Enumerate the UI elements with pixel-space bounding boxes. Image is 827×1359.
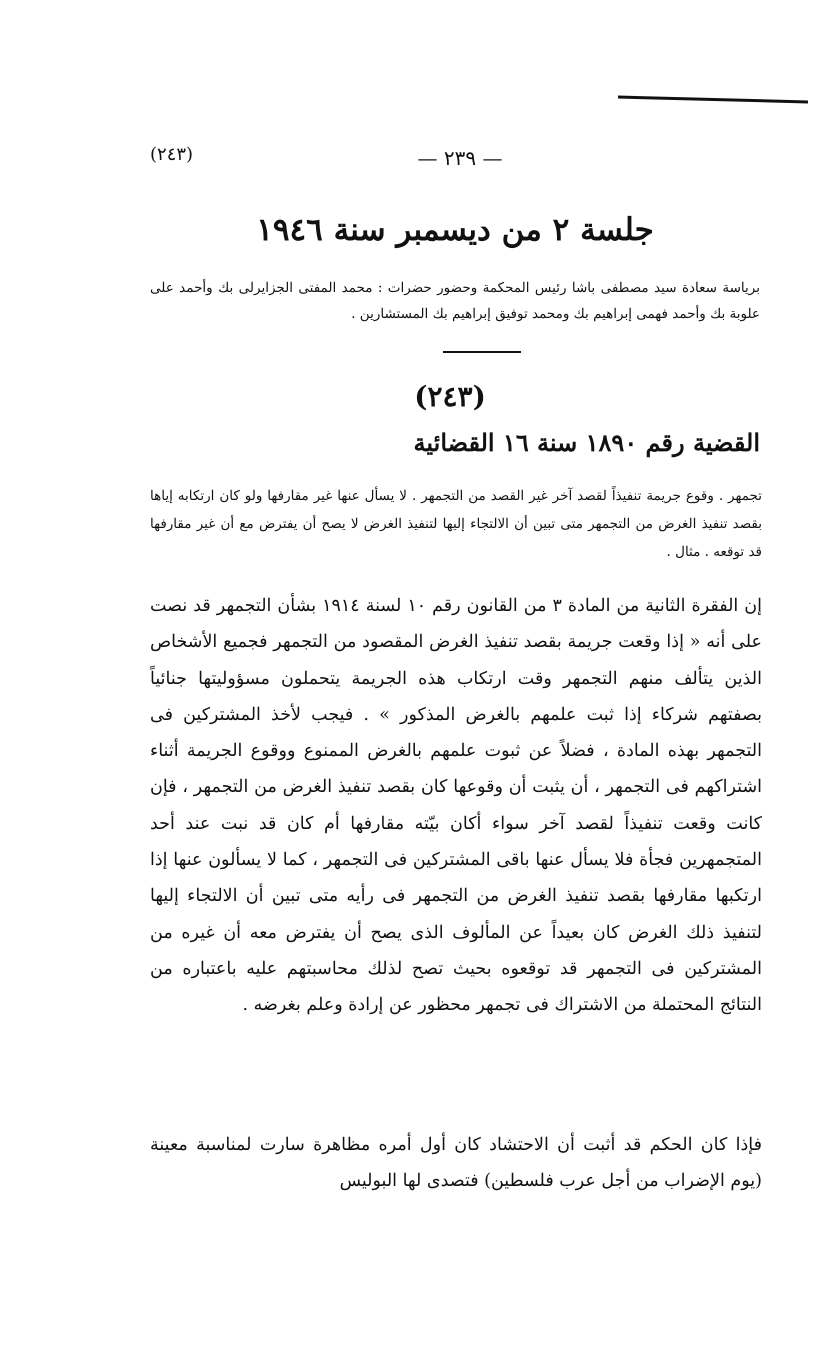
- case-number: (٢٤٣): [414, 380, 486, 413]
- body-paragraph-2: فإذا كان الحكم قد أثبت أن الاحتشاد كان أول أمره مظاهرة سارت لمناسبة معينة (يوم الإضراب من أجل عرب فلسطين) فتصدى لها البوليس: [150, 1135, 762, 1192]
- page-number: — ٢٣٩ —: [417, 146, 503, 170]
- ref-number: (٢٤٣): [150, 144, 194, 165]
- session-title: جلسة ٢ من ديسمبر سنة ١٩٤٦: [256, 212, 654, 248]
- body-paragraph-1: إن الفقرة الثانية من المادة ٣ من القانون رقم ١٠ لسنة ١٩١٤ بشأن التجمهر قد نصت على أنه « إذا وقعت جريمة بقصد تنفيذ الغرض المقصود من التجمهر فجميع الأشخاص الذين يتألف منهم التجمهر وقت ارتكاب هذه الجريمة يتحملون مسؤوليتها جنائياً بصفتهم شركاء إذا ثبت علمهم بالغرض المذكور » . فيجب لأخذ المشتركين فى التجمهر بهذه المادة ، فضلاً عن ثبوت علمهم بالغرض الممنوع ووقوع الجريمة أثناء اشتراكهم فى التجمهر ، أن يثبت أن وقوعها كان بقصد تنفيذ الغرض من التجمهر ، فإن كانت وقعت تنفيذاً لقصد آخر سواء أكان بيّته مقارفها أم كان قد نبت عند أحد المتجمهرين فجأة فلا يسأل عنها باقى المشتركين فى التجمهر ، كما لا يسألون عنها إذا ارتكبها مقارفها بقصد تنفيذ الغرض من التجمهر فى رأيه متى تبين أن الالتجاء إليها لتنفيذ ذلك الغرض كان بعيداً عن المألوف الذى يصح أن يفترض معه أن غيره من المشتركين فى التجمهر قد توقعوه بحيث تصح لذلك محاسبتهم عليه باعتباره من النتائج المحتملة من الاشتراك فى تجمهر محظور عن إرادة وعلم بغرضه .: [150, 596, 762, 1016]
- section-divider: [443, 351, 521, 353]
- case-title: القضية رقم ١٨٩٠ سنة ١٦ القضائية: [413, 428, 760, 457]
- case-summary: تجمهر . وقوع جريمة تنفيذاً لقصد آخر غير القصد من التجمهر . لا يسأل عنها غير مقارفها ولو كان ارتكابه إياها بقصد تنفيذ الغرض من التجمهر متى تبين أن الالتجاء إليها لتنفيذ الغرض لا يصح أن يفترض مع أن غير مقارفها قد توقعه . مثال .: [150, 488, 762, 560]
- presidency-text: برياسة سعادة سيد مصطفى باشا رئيس المحكمة وحضور حضرات : محمد المفتى الجزايرلى بك وأحمد على علوبة بك وأحمد فهمى إبراهيم بك ومحمد توفيق إبراهيم بك المستشارين .: [150, 280, 760, 322]
- top-rule: [618, 96, 808, 104]
